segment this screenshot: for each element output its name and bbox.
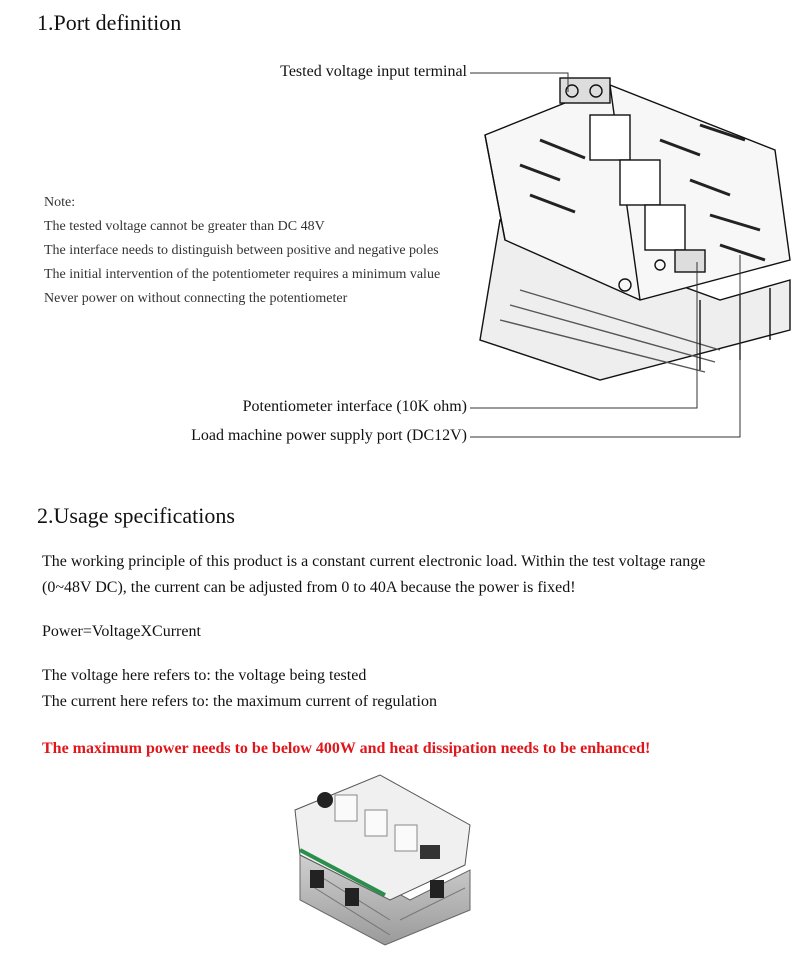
note-block bbox=[44, 191, 440, 311]
paragraph-line: (0~48V DC), the current can be adjusted from 0 to 40A because the power is fixed! bbox=[42, 579, 576, 596]
section-title-usage-specifications: 2.Usage specifications bbox=[37, 503, 235, 528]
note-line: The interface needs to distinguish between positive and negative poles bbox=[44, 243, 439, 258]
warning-text: The maximum power needs to be below 400W and heat dissipation needs to be enhanced! bbox=[42, 740, 651, 757]
note-line: The initial intervention of the potentiometer requires a minimum value bbox=[44, 267, 441, 282]
definition-current: The current here refers to: the maximum current of regulation bbox=[42, 693, 437, 710]
note-line: The tested voltage cannot be greater than DC 48V bbox=[44, 219, 325, 234]
power-formula: Power=VoltageXCurrent bbox=[42, 623, 201, 640]
definitions bbox=[42, 663, 437, 715]
paragraph-line: The working principle of this product is a constant current electronic load. Within the test voltage range bbox=[42, 553, 706, 570]
callout-power-supply: Load machine power supply port (DC12V) bbox=[191, 427, 467, 444]
product-photo bbox=[290, 770, 480, 945]
note-line: Never power on without connecting the potentiometer bbox=[44, 291, 348, 306]
usage-paragraph bbox=[42, 549, 705, 601]
callout-potentiometer: Potentiometer interface (10K ohm) bbox=[242, 398, 467, 415]
definition-voltage: The voltage here refers to: the voltage being tested bbox=[42, 667, 367, 684]
callout-voltage-input: Tested voltage input terminal bbox=[280, 63, 467, 80]
note-heading: Note: bbox=[44, 195, 76, 210]
section-title-port-definition: 1.Port definition bbox=[37, 10, 182, 35]
